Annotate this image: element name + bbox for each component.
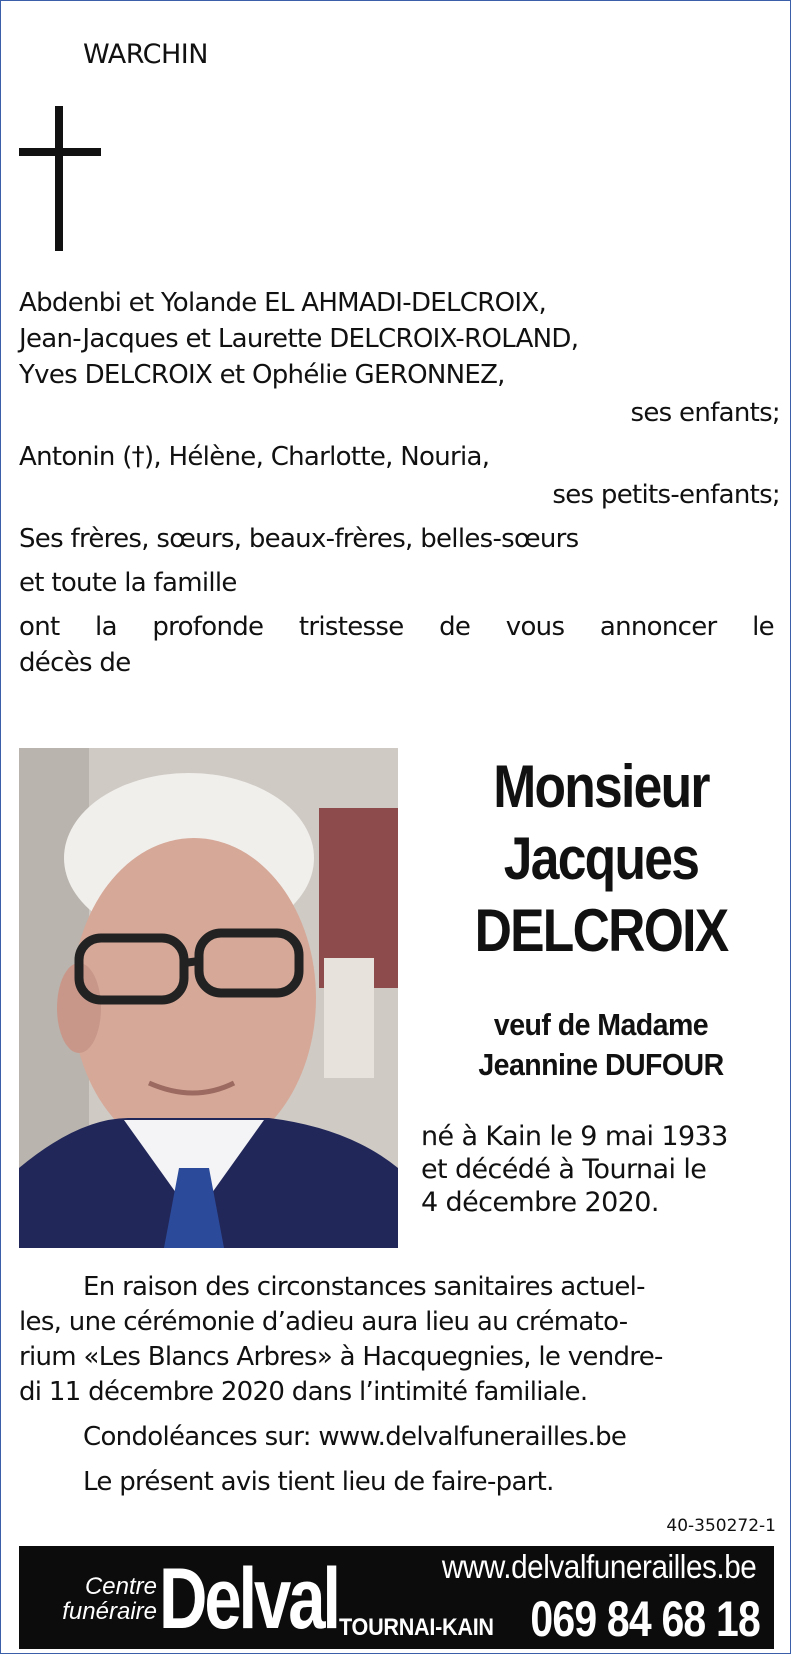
announce-word: de bbox=[439, 612, 471, 642]
announce-end: décès de bbox=[19, 648, 131, 678]
announce-word: ont bbox=[19, 612, 60, 642]
grandchildren-line: Antonin (†), Hélène, Charlotte, Nouria, bbox=[19, 442, 490, 472]
grandchildren-label: ses petits-enfants; bbox=[552, 480, 780, 510]
notice-line: Le présent avis tient lieu de faire-part. bbox=[83, 1467, 554, 1497]
banner-url: www.delvalfunerailles.be bbox=[441, 1548, 756, 1585]
location-heading: WARCHIN bbox=[83, 39, 208, 70]
death-line: et décédé à Tournai le bbox=[421, 1154, 707, 1185]
deceased-title: Monsieur bbox=[493, 753, 709, 820]
children-line-1: Abdenbi et Yolande EL AHMADI-DELCROIX, bbox=[19, 288, 547, 318]
funeral-home-banner bbox=[19, 1546, 774, 1649]
announce-line bbox=[19, 611, 774, 643]
children-line-2: Jean-Jacques et Laurette DELCROIX-ROLAND, bbox=[19, 324, 579, 354]
widow-line-2: Jeannine DUFOUR bbox=[478, 1047, 724, 1082]
reference-number: 40-350272-1 bbox=[666, 1516, 776, 1536]
children-line-3: Yves DELCROIX et Ophélie GERONNEZ, bbox=[19, 360, 505, 390]
ceremony-line-1: En raison des circonstances sanitaires actuel- bbox=[83, 1272, 645, 1302]
centre-line-2: funéraire bbox=[62, 1598, 157, 1625]
deceased-name-block bbox=[431, 751, 771, 967]
announce-word: la bbox=[95, 612, 117, 642]
family-line: et toute la famille bbox=[19, 568, 237, 598]
brand-logo: Delval bbox=[159, 1551, 338, 1647]
announce-word: le bbox=[752, 612, 774, 642]
announce-word: profonde bbox=[152, 612, 264, 642]
announce-word: annoncer bbox=[599, 612, 717, 642]
ceremony-line-3: rium «Les Blancs Arbres» à Hacquegnies, le vendre- bbox=[19, 1342, 663, 1372]
widow-line-1: veuf de Madame bbox=[493, 1007, 709, 1042]
centre-funeraire-label bbox=[57, 1574, 157, 1624]
siblings-line: Ses frères, sœurs, beaux-frères, belles-sœurs bbox=[19, 524, 579, 554]
announce-word: vous bbox=[505, 612, 565, 642]
children-label: ses enfants; bbox=[630, 398, 780, 428]
portrait-photo bbox=[19, 748, 398, 1248]
condolences-line: Condoléances sur: www.delvalfunerailles.be bbox=[83, 1422, 627, 1452]
ceremony-line-2: les, une cérémonie d’adieu aura lieu au crémato- bbox=[19, 1307, 628, 1337]
death-date-line: 4 décembre 2020. bbox=[421, 1187, 659, 1218]
ceremony-line-4: di 11 décembre 2020 dans l’intimité familiale. bbox=[19, 1377, 588, 1407]
birth-line: né à Kain le 9 mai 1933 bbox=[421, 1121, 728, 1152]
centre-line-1: Centre bbox=[84, 1573, 157, 1600]
banner-city: TOURNAI-KAIN bbox=[339, 1614, 494, 1641]
banner-phone: 069 84 68 18 bbox=[530, 1591, 760, 1647]
deceased-first-name: Jacques bbox=[503, 825, 699, 892]
announce-word: tristesse bbox=[298, 612, 404, 642]
widow-block bbox=[431, 1005, 771, 1085]
deceased-last-name: DELCROIX bbox=[474, 897, 728, 964]
cross-icon bbox=[19, 106, 101, 251]
